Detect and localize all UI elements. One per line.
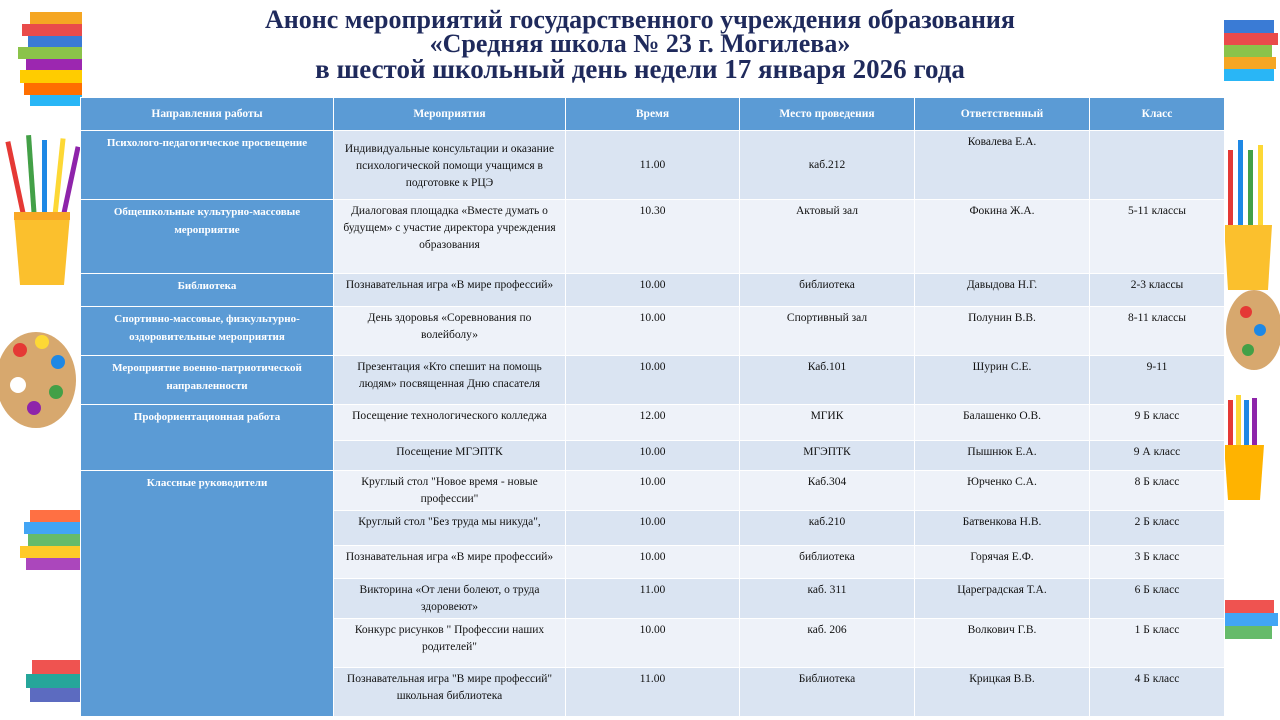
direction-cell: Мероприятие военно-патриотической направленности: [81, 356, 334, 405]
place-cell: Каб.101: [740, 356, 915, 405]
responsible-cell: Цареградская Т.А.: [915, 579, 1090, 619]
class-cell: 2-3 классы: [1090, 274, 1225, 307]
header-event: Мероприятия: [334, 98, 566, 131]
responsible-cell: Шурин С.Е.: [915, 356, 1090, 405]
time-cell: 10.00: [566, 619, 740, 668]
time-cell: 10.00: [566, 307, 740, 356]
place-cell: каб.212: [740, 131, 915, 200]
time-cell: 12.00: [566, 405, 740, 441]
class-cell: 8-11 классы: [1090, 307, 1225, 356]
table-row: [81, 405, 1225, 441]
event-cell: Конкурс рисунков " Профессии наших родителей": [334, 619, 566, 668]
place-cell: каб. 311: [740, 579, 915, 619]
place-cell: Актовый зал: [740, 200, 915, 274]
header-place: Место проведения: [740, 98, 915, 131]
time-cell: 11.00: [566, 579, 740, 619]
place-cell: МГИК: [740, 405, 915, 441]
header-direction: Направления работы: [81, 98, 334, 131]
crayon-box-icon: [1224, 395, 1264, 500]
class-cell: 3 Б класс: [1090, 546, 1225, 579]
class-cell: 2 Б класс: [1090, 511, 1225, 546]
time-cell: 10.00: [566, 511, 740, 546]
table-header-row: [81, 98, 1225, 131]
books-bottom-right-icon: [1224, 600, 1278, 639]
books-pencils-right-illustration: [1224, 0, 1280, 720]
event-cell: Круглый стол "Без труда мы никуда",: [334, 511, 566, 546]
time-cell: 10.00: [566, 274, 740, 307]
events-schedule-table: [80, 97, 1225, 717]
responsible-cell: Горячая Е.Ф.: [915, 546, 1090, 579]
class-cell: [1090, 131, 1225, 200]
responsible-cell: Крицкая В.В.: [915, 668, 1090, 717]
class-cell: 9 Б класс: [1090, 405, 1225, 441]
responsible-cell: Давыдова Н.Г.: [915, 274, 1090, 307]
pencil-cup-icon: [5, 135, 80, 285]
responsible-cell: Батвенкова Н.В.: [915, 511, 1090, 546]
class-cell: 4 Б класс: [1090, 668, 1225, 717]
place-cell: каб.210: [740, 511, 915, 546]
books-bottom-left-icon: [20, 510, 82, 702]
paint-palette-icon: [1226, 290, 1280, 370]
header-class: Класс: [1090, 98, 1225, 131]
time-cell: 10.00: [566, 471, 740, 511]
responsible-cell: Пышнюк Е.А.: [915, 441, 1090, 471]
event-cell: Познавательная игра «В мире профессий»: [334, 546, 566, 579]
direction-cell: Общешкольные культурно-массовые мероприятие: [81, 200, 334, 274]
direction-cell: Психолого-педагогическое просвещение: [81, 131, 334, 200]
paint-palette-icon: [0, 332, 76, 428]
place-cell: каб. 206: [740, 619, 915, 668]
event-cell: Круглый стол "Новое время - новые профессии": [334, 471, 566, 511]
table-row: [81, 131, 1225, 200]
place-cell: библиотека: [740, 274, 915, 307]
event-cell: Посещение технологического колледжа: [334, 405, 566, 441]
title-line-1: Анонс мероприятий государственного учреждения образования: [265, 5, 1015, 34]
place-cell: Каб.304: [740, 471, 915, 511]
time-cell: 11.00: [566, 668, 740, 717]
header-responsible: Ответственный: [915, 98, 1090, 131]
table-row: [81, 356, 1225, 405]
page-title: [0, 5, 1280, 84]
place-cell: Спортивный зал: [740, 307, 915, 356]
direction-cell: Библиотека: [81, 274, 334, 307]
event-cell: Индивидуальные консультации и оказание психологической помощи учащимся в подготовке к РЦЭ: [334, 131, 566, 200]
direction-cell: Спортивно-массовые, физкультурно-оздоровительные мероприятия: [81, 307, 334, 356]
header-time: Время: [566, 98, 740, 131]
direction-cell: Профориентационная работа: [81, 405, 334, 471]
table-row: [81, 274, 1225, 307]
title-line-2: «Средняя школа № 23 г. Могилева»: [429, 29, 851, 58]
responsible-cell: Фокина Ж.А.: [915, 200, 1090, 274]
class-cell: 5-11 классы: [1090, 200, 1225, 274]
books-pencils-left-illustration: [0, 0, 82, 720]
event-cell: Познавательная игра "В мире профессий" школьная библиотека: [334, 668, 566, 717]
event-cell: Посещение МГЭПТК: [334, 441, 566, 471]
place-cell: Библиотека: [740, 668, 915, 717]
table-row: [81, 471, 1225, 511]
time-cell: 10.00: [566, 546, 740, 579]
class-cell: 9 А класс: [1090, 441, 1225, 471]
event-cell: Диалоговая площадка «Вместе думать о будущем» с участие директора учреждения образования: [334, 200, 566, 274]
class-cell: 1 Б класс: [1090, 619, 1225, 668]
responsible-cell: Полунин В.В.: [915, 307, 1090, 356]
table-row: [81, 200, 1225, 274]
event-cell: Презентация «Кто спешит на помощь людям» посвященная Дню спасателя: [334, 356, 566, 405]
event-cell: День здоровья «Соревнования по волейболу»: [334, 307, 566, 356]
time-cell: 11.00: [566, 131, 740, 200]
class-cell: 8 Б класс: [1090, 471, 1225, 511]
place-cell: библиотека: [740, 546, 915, 579]
responsible-cell: Юрченко С.А.: [915, 471, 1090, 511]
class-cell: 6 Б класс: [1090, 579, 1225, 619]
class-cell: 9-11: [1090, 356, 1225, 405]
table-row: [81, 307, 1225, 356]
event-cell: Познавательная игра «В мире профессий»: [334, 274, 566, 307]
responsible-cell: Ковалева Е.А.: [915, 131, 1090, 200]
place-cell: МГЭПТК: [740, 441, 915, 471]
direction-cell: Классные руководители: [81, 471, 334, 717]
event-cell: Викторина «От лени болеют, о труда здоровеют»: [334, 579, 566, 619]
time-cell: 10.00: [566, 441, 740, 471]
time-cell: 10.00: [566, 356, 740, 405]
responsible-cell: Волкович Г.В.: [915, 619, 1090, 668]
pencil-cup-icon: [1224, 140, 1272, 290]
responsible-cell: Балашенко О.В.: [915, 405, 1090, 441]
time-cell: 10.30: [566, 200, 740, 274]
title-line-3: в шестой школьный день недели 17 января 2026 года: [315, 54, 965, 84]
